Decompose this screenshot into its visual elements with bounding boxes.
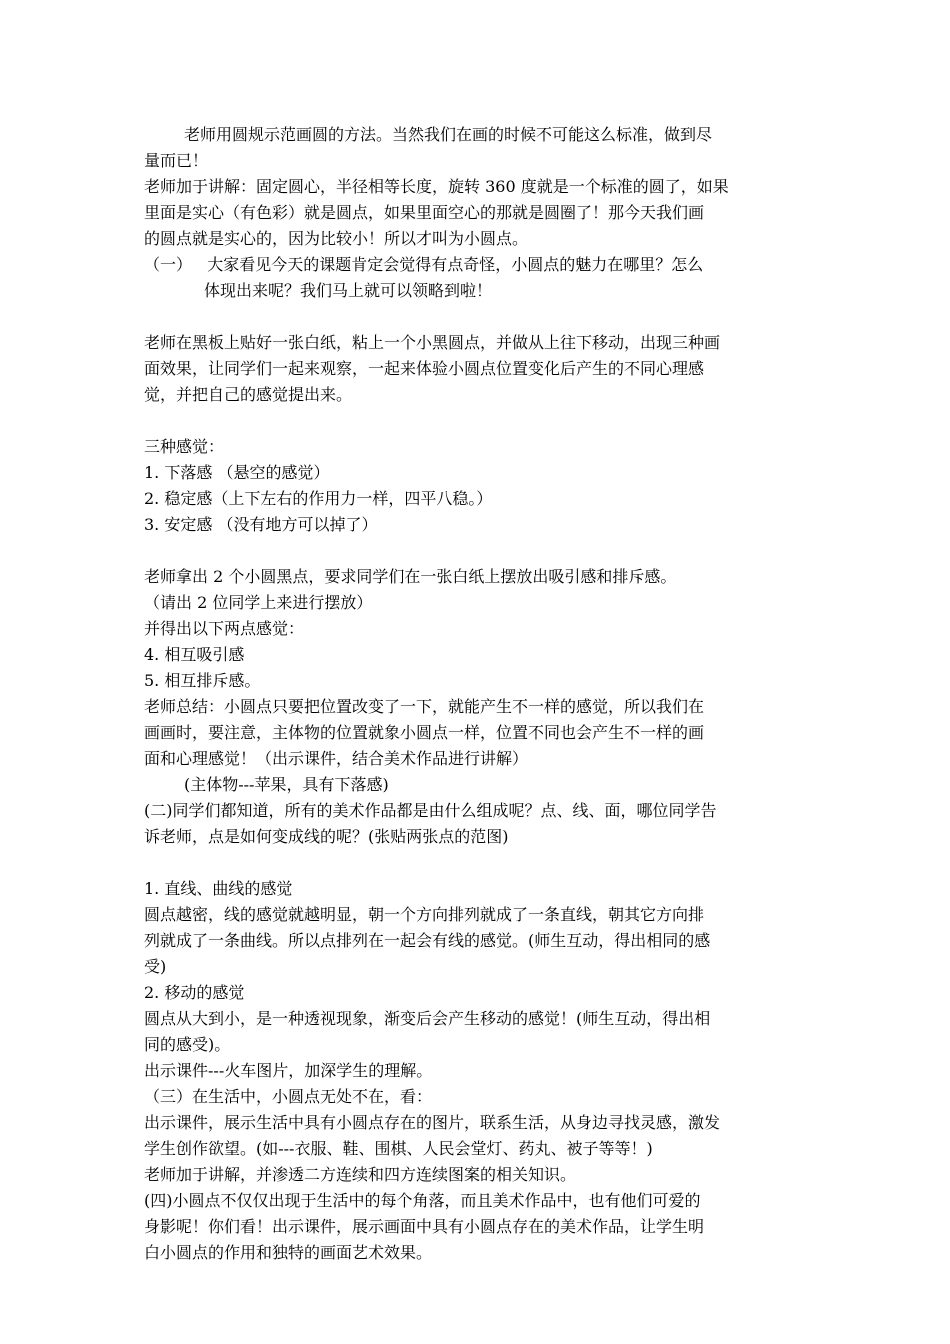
section-heading: (四)小圆点不仅仅出现于生活中的每个角落，而且美术作品中，也有他们可爱的 xyxy=(144,1191,701,1210)
text-line: 出示课件，展示生活中具有小圆点存在的图片，联系生活，从身边寻找灵感，激发 xyxy=(144,1113,721,1132)
text-line: 并得出以下两点感觉： xyxy=(144,619,305,638)
text-line: 同的感受)。 xyxy=(144,1035,231,1054)
text-line: 画画时，要注意，主体物的位置就象小圆点一样，位置不同也会产生不一样的画 xyxy=(144,723,705,742)
text-line: 老师加于讲解：固定圆心，半径相等长度，旋转 360 度就是一个标准的圆了，如果 xyxy=(144,177,729,196)
text-line: 老师用圆规示范画圆的方法。当然我们在画的时候不可能这么标准，做到尽 xyxy=(184,125,713,144)
blank-line xyxy=(144,850,816,876)
list-item: 5. 相互排斥感。 xyxy=(144,671,261,690)
text-line: 的圆点就是实心的，因为比较小！所以才叫为小圆点。 xyxy=(144,229,529,248)
text-line: 出示课件---火车图片，加深学生的理解。 xyxy=(144,1061,433,1080)
text-line: (主体物---苹果，具有下落感) xyxy=(184,775,389,794)
text-line: 学生创作欲望。(如---衣服、鞋、围棋、人民会堂灯、药丸、被子等等！) xyxy=(144,1139,653,1158)
text-line: 圆点越密，线的感觉就越明显，朝一个方向排列就成了一条直线，朝其它方向排 xyxy=(144,905,705,924)
blank-line xyxy=(144,304,816,330)
list-item: 1. 直线、曲线的感觉 xyxy=(144,879,293,898)
text-line: 三种感觉： xyxy=(144,437,225,456)
text-line: 里面是实心（有色彩）就是圆点，如果里面空心的那就是圆圈了！那今天我们画 xyxy=(144,203,705,222)
text-line: （请出 2 位同学上来进行摆放） xyxy=(144,593,373,612)
blank-line xyxy=(144,408,816,434)
list-item: 2. 稳定感（上下左右的作用力一样，四平八稳。） xyxy=(144,489,493,508)
text-line: 诉老师，点是如何变成线的呢？(张贴两张点的范图) xyxy=(144,827,509,846)
text-line: 觉，并把自己的感觉提出来。 xyxy=(144,385,353,404)
text-line: 面和心理感觉！（出示课件，结合美术作品进行讲解） xyxy=(144,749,529,768)
text-line: 受) xyxy=(144,957,167,976)
text-line: 老师拿出 2 个小圆黑点，要求同学们在一张白纸上摆放出吸引感和排斥感。 xyxy=(144,567,677,586)
list-item: 2. 移动的感觉 xyxy=(144,983,245,1002)
section-heading: (二)同学们都知道，所有的美术作品都是由什么组成呢？点、线、面，哪位同学告 xyxy=(144,801,717,820)
section-heading: （三）在生活中，小圆点无处不在，看： xyxy=(144,1087,433,1106)
text-line: 白小圆点的作用和独特的画面艺术效果。 xyxy=(144,1243,433,1262)
text-line: 老师在黑板上贴好一张白纸，粘上一个小黑圆点，并做从上往下移动，出现三种画 xyxy=(144,333,721,352)
text-line: 身影呢！你们看！出示课件，展示画面中具有小圆点存在的美术作品，让学生明 xyxy=(144,1217,705,1236)
text-line: 量而已！ xyxy=(144,151,209,170)
text-line: 体现出来呢？我们马上就可以领略到啦！ xyxy=(204,281,493,300)
list-item: 1. 下落感 （悬空的感觉） xyxy=(144,463,330,482)
text-line: 圆点从大到小，是一种透视现象，渐变后会产生移动的感觉！(师生互动，得出相 xyxy=(144,1009,711,1028)
text-line: 面效果，让同学们一起来观察，一起来体验小圆点位置变化后产生的不同心理感 xyxy=(144,359,705,378)
text-line: 老师总结：小圆点只要把位置改变了一下，就能产生不一样的感觉，所以我们在 xyxy=(144,697,705,716)
text-line: 老师加于讲解，并渗透二方连续和四方连续图案的相关知识。 xyxy=(144,1165,577,1184)
text-line: 列就成了一条曲线。所以点排列在一起会有线的感觉。(师生互动，得出相同的感 xyxy=(144,931,711,950)
document-body xyxy=(144,122,816,1266)
list-item: 3. 安定感 （没有地方可以掉了） xyxy=(144,515,378,534)
blank-line xyxy=(144,538,816,564)
section-heading: （一） 大家看见今天的课题肯定会觉得有点奇怪，小圆点的魅力在哪里？怎么 xyxy=(144,255,704,274)
list-item: 4. 相互吸引感 xyxy=(144,645,245,664)
